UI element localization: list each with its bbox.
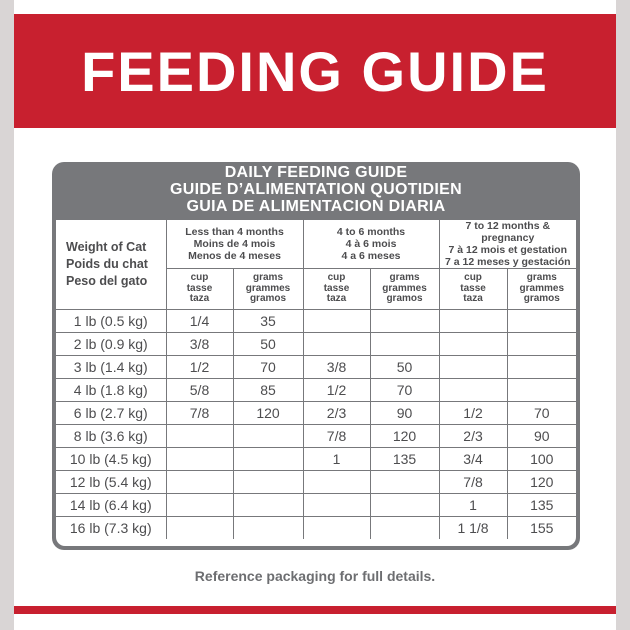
grams-amount-cell (370, 310, 439, 333)
cup-amount-cell: 5/8 (166, 379, 233, 402)
cup-header (439, 269, 507, 310)
group-header-4-to-6-months (303, 220, 439, 269)
feeding-table-card (52, 162, 580, 550)
grams-amount-cell (507, 356, 576, 379)
cat-weight-cell: 2 lb (0.9 kg) (56, 333, 166, 356)
cup-label: taza (326, 293, 347, 305)
weight-header-es: Peso del gato (66, 274, 148, 288)
cup-amount-cell (166, 448, 233, 471)
grams-amount-cell: 135 (370, 448, 439, 471)
cup-label: tasse (186, 282, 213, 294)
grams-amount-cell (370, 471, 439, 494)
cup-amount-cell: 1/2 (439, 402, 507, 425)
grams-header (370, 269, 439, 310)
table-row (56, 333, 576, 356)
cup-amount-cell (439, 333, 507, 356)
cup-amount-cell (166, 471, 233, 494)
weight-column-header (56, 220, 166, 310)
grams-amount-cell (370, 517, 439, 540)
page-title: FEEDING GUIDE (81, 39, 549, 103)
cup-amount-cell (303, 471, 370, 494)
grams-amount-cell (507, 333, 576, 356)
grams-amount-cell (233, 425, 303, 448)
weight-header-fr: Poids du chat (66, 257, 148, 271)
weight-header-en: Weight of Cat (66, 240, 147, 254)
grams-amount-cell: 50 (370, 356, 439, 379)
grams-label: grammes (245, 282, 291, 294)
table-row (56, 379, 576, 402)
table-title-line-fr: GUIDE D’ALIMENTATION QUOTIDIEN (170, 181, 462, 198)
cat-weight-cell: 14 lb (6.4 kg) (56, 494, 166, 517)
table-title-line-en: DAILY FEEDING GUIDE (224, 164, 408, 181)
group-header-7-to-12-months (439, 220, 576, 269)
table-body (56, 310, 576, 540)
cup-amount-cell (303, 310, 370, 333)
cat-weight-cell: 12 lb (5.4 kg) (56, 471, 166, 494)
grams-amount-cell: 90 (507, 425, 576, 448)
cup-amount-cell: 2/3 (439, 425, 507, 448)
cup-amount-cell: 3/8 (166, 333, 233, 356)
grams-amount-cell: 120 (233, 402, 303, 425)
right-frame-border (616, 0, 630, 630)
group-label: 7 to 12 months & pregnancy (465, 220, 551, 244)
grams-amount-cell: 120 (507, 471, 576, 494)
table-row (56, 402, 576, 425)
table-row (56, 425, 576, 448)
group-label: Less than 4 months (185, 226, 284, 238)
grams-amount-cell (233, 494, 303, 517)
cup-label: tasse (460, 282, 486, 294)
cup-amount-cell: 7/8 (439, 471, 507, 494)
cup-label: taza (189, 293, 210, 305)
cat-weight-cell: 16 lb (7.3 kg) (56, 517, 166, 540)
cat-weight-cell: 8 lb (3.6 kg) (56, 425, 166, 448)
table-row (56, 471, 576, 494)
cup-amount-cell (303, 333, 370, 356)
grams-amount-cell: 155 (507, 517, 576, 540)
header-banner (14, 14, 616, 128)
cup-label: cup (327, 272, 346, 284)
grams-label: grams (389, 272, 420, 284)
cup-amount-cell: 1 (439, 494, 507, 517)
cup-header (166, 269, 233, 310)
grams-amount-cell: 50 (233, 333, 303, 356)
bottom-accent-bar (14, 606, 616, 614)
group-label: 4 à 6 mois (345, 238, 397, 250)
cat-weight-cell: 6 lb (2.7 kg) (56, 402, 166, 425)
cup-amount-cell: 7/8 (166, 402, 233, 425)
grams-amount-cell: 35 (233, 310, 303, 333)
cat-weight-cell: 3 lb (1.4 kg) (56, 356, 166, 379)
cup-amount-cell: 1/4 (166, 310, 233, 333)
grams-amount-cell: 100 (507, 448, 576, 471)
grams-amount-cell (507, 379, 576, 402)
table-row (56, 448, 576, 471)
cup-amount-cell (166, 494, 233, 517)
cup-amount-cell (166, 517, 233, 540)
cup-amount-cell (303, 517, 370, 540)
grams-label: grammes (519, 282, 565, 294)
group-label: 4 to 6 months (336, 226, 406, 238)
grams-header (507, 269, 576, 310)
table-title (52, 164, 580, 220)
grams-label: grams (526, 272, 557, 284)
cup-amount-cell (166, 425, 233, 448)
grams-label: gramos (523, 293, 560, 305)
cup-amount-cell: 2/3 (303, 402, 370, 425)
grams-amount-cell: 120 (370, 425, 439, 448)
cat-weight-cell: 4 lb (1.8 kg) (56, 379, 166, 402)
grams-amount-cell (370, 333, 439, 356)
cup-label: cup (190, 272, 209, 284)
cat-weight-cell: 10 lb (4.5 kg) (56, 448, 166, 471)
cup-amount-cell: 1 1/8 (439, 517, 507, 540)
cup-header (303, 269, 370, 310)
group-label: 7 à 12 mois et gestation (448, 244, 568, 256)
cat-weight-cell: 1 lb (0.5 kg) (56, 310, 166, 333)
cup-label: tasse (323, 282, 350, 294)
table-row (56, 356, 576, 379)
grams-amount-cell (233, 471, 303, 494)
cup-amount-cell: 3/8 (303, 356, 370, 379)
table-row (56, 310, 576, 333)
cup-amount-cell: 1/2 (166, 356, 233, 379)
grams-label: gramos (386, 293, 423, 305)
grams-label: gramos (249, 293, 287, 305)
cup-amount-cell (439, 356, 507, 379)
table-title-line-es: GUIA DE ALIMENTACION DIARIA (186, 198, 446, 215)
grams-amount-cell: 90 (370, 402, 439, 425)
grams-header (233, 269, 303, 310)
grams-amount-cell (233, 448, 303, 471)
cup-amount-cell: 1/2 (303, 379, 370, 402)
grams-label: grammes (382, 282, 427, 294)
table-row (56, 517, 576, 540)
group-label: 4 a 6 meses (341, 250, 401, 262)
feeding-table (56, 220, 576, 546)
group-label: 7 a 12 meses y gestación (445, 256, 571, 268)
grams-amount-cell: 70 (507, 402, 576, 425)
cup-amount-cell: 7/8 (303, 425, 370, 448)
cup-amount-cell (439, 310, 507, 333)
table-row (56, 494, 576, 517)
grams-amount-cell: 70 (370, 379, 439, 402)
grams-amount-cell: 85 (233, 379, 303, 402)
group-label: Menos de 4 meses (188, 250, 281, 262)
group-header-under-4-months (166, 220, 303, 269)
cup-amount-cell (303, 494, 370, 517)
cup-amount-cell: 3/4 (439, 448, 507, 471)
cup-label: taza (463, 293, 483, 305)
cup-label: cup (464, 272, 482, 284)
grams-label: grams (253, 272, 284, 284)
left-frame-border (0, 0, 14, 630)
grams-amount-cell (507, 310, 576, 333)
grams-amount-cell (233, 517, 303, 540)
grams-amount-cell: 135 (507, 494, 576, 517)
reference-note: Reference packaging for full details. (194, 568, 436, 584)
group-label: Moins de 4 mois (193, 238, 276, 250)
grams-amount-cell (370, 494, 439, 517)
cup-amount-cell: 1 (303, 448, 370, 471)
grams-amount-cell: 70 (233, 356, 303, 379)
cup-amount-cell (439, 379, 507, 402)
